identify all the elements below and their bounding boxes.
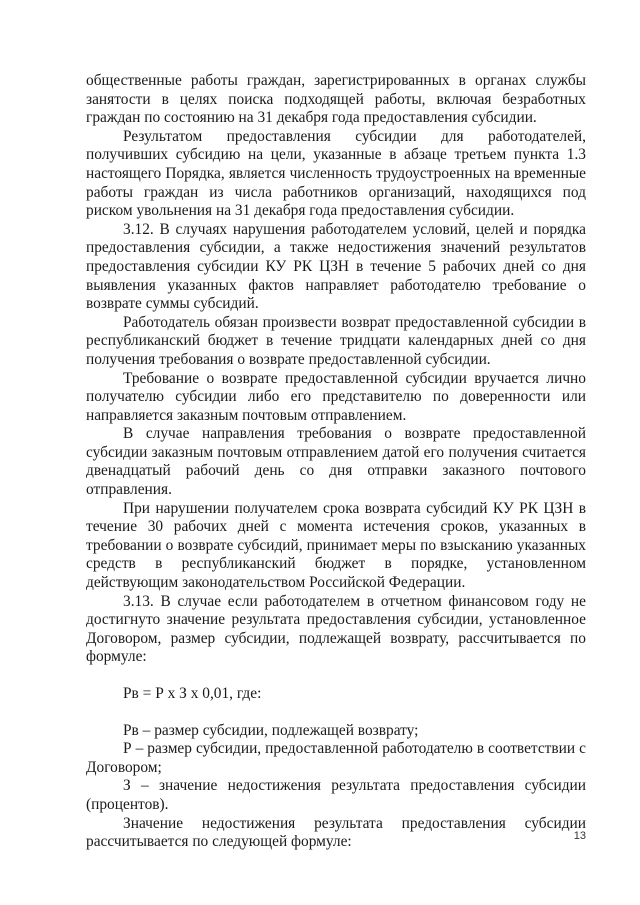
paragraph-4: Работодатель обязан произвести возврат предоставленной субсидии в республиканский бюджет в течение тридцати календарных дней со дня получения требования о возврате предоставленной субсидии. <box>86 313 586 368</box>
page-number: 13 <box>573 830 586 842</box>
paragraph-2: Результатом предоставления субсидии для работодателей, получивших субсидию на цели, указанные в абзаце третьем пункта 1.3 настоящего Порядка, является численность трудоустроенных на временные работы граждан из числа работников организаций, находящихся под риском увольнения на 31 декабря года предоставления субсидии. <box>86 127 586 220</box>
paragraph-6: В случае направления требования о возврате предоставленной субсидии заказным почтовым отправлением датой его получения считается двенадцатый рабочий день со дня отправки заказного почтового отправления. <box>86 425 586 499</box>
paragraph-9: Значение недостижения результата предоставления субсидии рассчитывается по следующей формуле: <box>86 814 586 851</box>
paragraph-1: общественные работы граждан, зарегистрированных в органах службы занятости в целях поиска подходящей работы, включая безработных граждан по состоянию на 31 декабря года предоставления субсидии. <box>86 72 586 127</box>
paragraph-7: При нарушении получателем срока возврата субсидий КУ РК ЦЗН в течение 30 рабочих дней с момента истечения сроков, указанных в требовании о возврате субсидий, принимает меры по взысканию указанных средств в республиканский бюджет в порядке, установленном действующим законодательством Российской Федерации. <box>86 499 586 592</box>
definition-r: Р – размер субсидии, предоставленной работодателю в соответствии с Договором; <box>86 740 586 776</box>
spacer <box>86 704 586 722</box>
spacer <box>86 667 586 685</box>
paragraph-3-13: 3.13. В случае если работодателем в отчетном финансовом году не достигнуто значение результата предоставления субсидии, установленное Договором, размер субсидии, подлежащей возврату, рассчитывается по формуле: <box>86 592 586 666</box>
paragraph-3-12: 3.12. В случаях нарушения работодателем условий, целей и порядка предоставления субсидии, а также недостижения значений результатов предоставления субсидии КУ РК ЦЗН в течение 5 рабочих дней со дня выявления указанных фактов направляет работодателю требование о возврате суммы субсидий. <box>86 220 586 313</box>
definition-rv: Рв – размер субсидии, подлежащей возврату; <box>123 721 419 739</box>
formula: Рв = Р х З х 0,01, где: <box>123 685 262 702</box>
document-body <box>86 72 586 852</box>
definition-z: З – значение недостижения результата предоставления субсидии (процентов). <box>86 777 586 813</box>
paragraph-5: Требование о возврате предоставленной субсидии вручается лично получателю субсидии либо его представителю по доверенности или направляется заказным почтовым отправлением. <box>86 369 586 424</box>
